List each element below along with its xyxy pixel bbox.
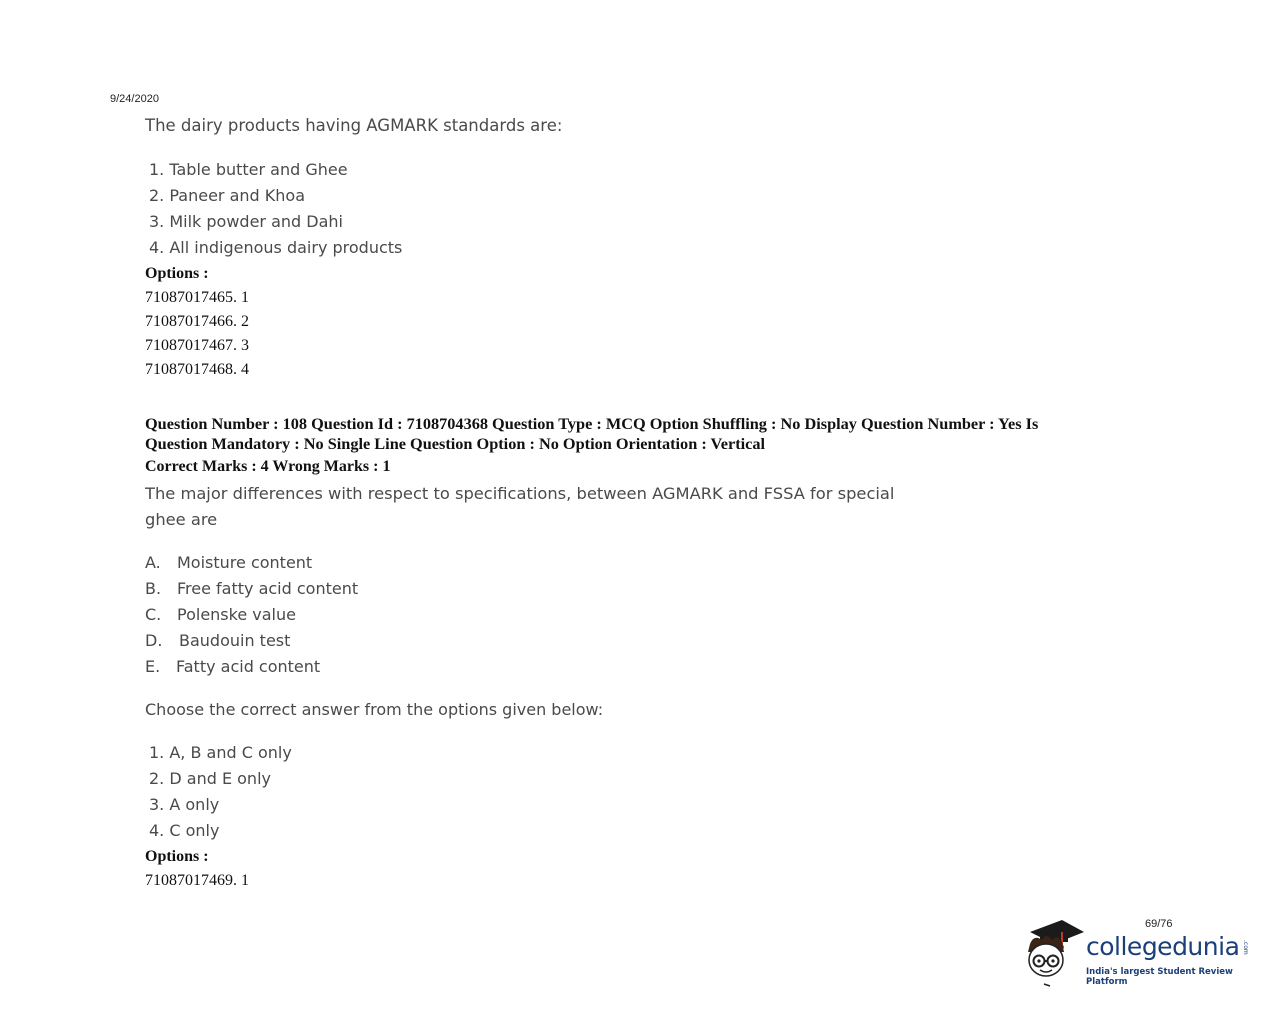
statement-letter: C.: [145, 605, 162, 624]
statement-text: Moisture content: [177, 553, 313, 572]
statement-letter: A.: [145, 553, 161, 572]
statement-text: Fatty acid content: [176, 657, 321, 676]
options-label: Options :: [145, 265, 209, 282]
option-id: 71087017467. 3: [145, 337, 249, 354]
choice-item: 3. Milk powder and Dahi: [149, 212, 343, 231]
question-meta-line: Question Number : 108 Question Id : 7108704368 Question Type : MCQ Option Shuffling : No Display Question Number : Yes Is: [145, 414, 1039, 433]
print-date: 9/24/2020: [110, 93, 159, 105]
statement-item: [145, 553, 312, 572]
statement-letter: E.: [145, 657, 161, 676]
choice-item: 3. A only: [149, 795, 220, 814]
choice-item: 2. D and E only: [149, 769, 271, 788]
statement-letter: B.: [145, 579, 162, 598]
question-text: The dairy products having AGMARK standards are:: [145, 116, 563, 135]
option-id: 71087017466. 2: [145, 313, 249, 330]
choice-item: 2. Paneer and Khoa: [149, 186, 305, 205]
statement-text: Baudouin test: [179, 631, 291, 650]
option-id: 71087017468. 4: [145, 361, 249, 378]
page-number: 69/76: [1145, 918, 1173, 930]
option-id: 71087017469. 1: [145, 872, 249, 889]
question-text: ghee are: [145, 510, 218, 529]
logo-wordmark: collegedunia: [1086, 932, 1240, 961]
options-label: Options :: [145, 848, 209, 865]
question-marks: Correct Marks : 4 Wrong Marks : 1: [145, 458, 391, 475]
question-meta-line: Question Mandatory : No Single Line Question Option : No Option Orientation : Vertical: [145, 434, 766, 453]
choice-item: 1. Table butter and Ghee: [149, 160, 348, 179]
choice-item: 4. C only: [149, 821, 220, 840]
statement-item: [145, 605, 296, 624]
statement-letter: D.: [145, 631, 163, 650]
mascot-graduation-cap-icon: [1024, 918, 1086, 990]
statement-item: [145, 579, 358, 598]
logo-domain: .com: [1242, 940, 1249, 955]
statement-text: Free fatty acid content: [177, 579, 359, 598]
logo-tagline: India's largest Student Review Platform: [1086, 967, 1233, 987]
choice-item: 1. A, B and C only: [149, 743, 292, 762]
instruction-text: Choose the correct answer from the options given below:: [145, 700, 604, 719]
statement-item: [145, 631, 290, 650]
choice-item: 4. All indigenous dairy products: [149, 238, 403, 257]
statement-item: [145, 657, 320, 676]
option-id: 71087017465. 1: [145, 289, 249, 306]
statement-text: Polenske value: [177, 605, 296, 624]
question-text: The major differences with respect to specifications, between AGMARK and FSSA for special: [145, 484, 895, 503]
collegedunia-logo: [1024, 918, 1254, 990]
